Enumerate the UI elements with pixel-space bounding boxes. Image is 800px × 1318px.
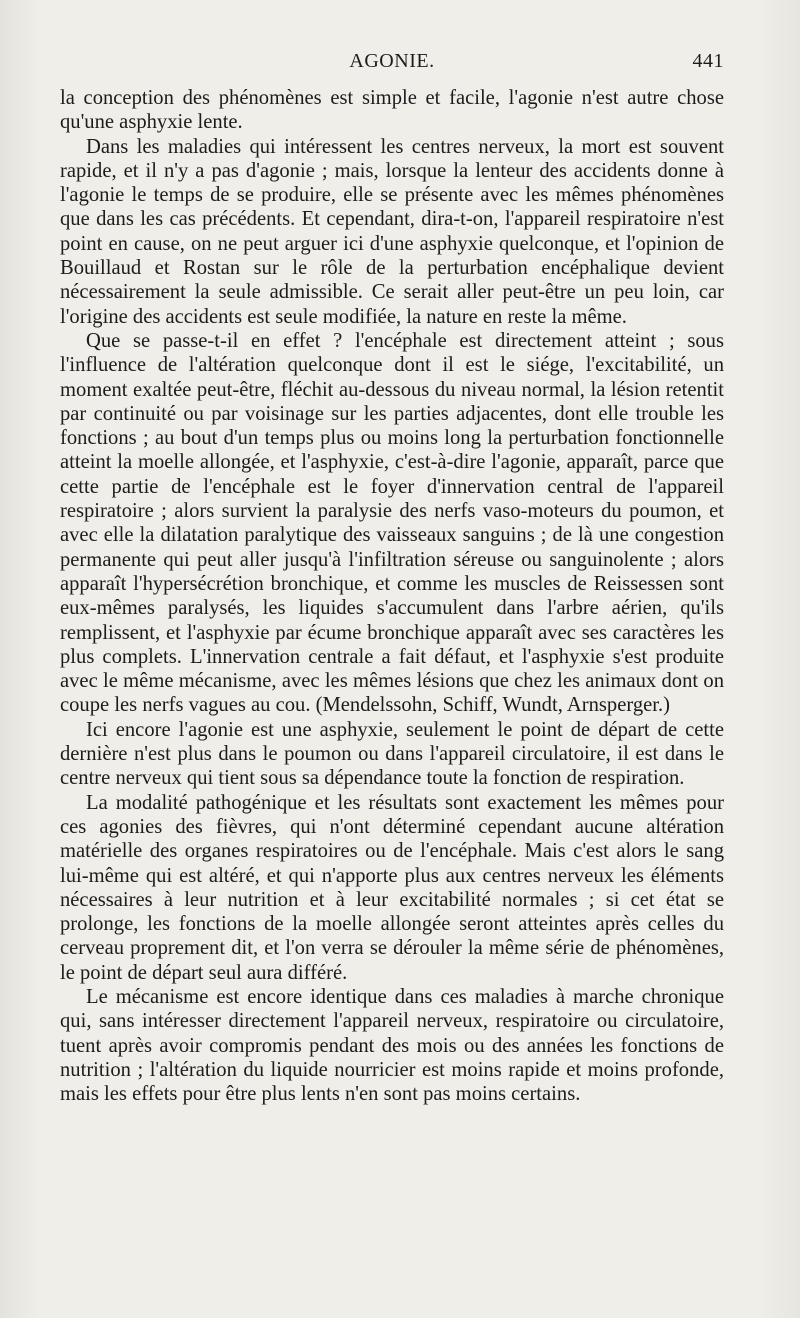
paragraph-3: Que se passe-t-il en effet ? l'encéphale est directement atteint ; sous l'influence de l'altération quelconque dont il est le siége, l'excitabilité, un moment exaltée peut-être, fléchit au-dessous du niveau normal, la lésion retentit par continuité ou par voisinage sur les parties adjacentes, dont elle trouble les fonctions ; au bout d'un temps plus ou moins long la perturbation fonctionnelle atteint la moelle allongée, et l'asphyxie, c'est-à-dire l'agonie, apparaît, parce que cette partie de l'encéphale est le foyer d'innervation central de l'appareil respiratoire ; alors survient la paralysie des nerfs vaso-moteurs du poumon, et avec elle la dilatation paralytique des vaisseaux sanguins ; de là une congestion permanente qui peut aller jusqu'à l'infiltration séreuse ou sanguinolente ; alors apparaît l'hypersécrétion bronchique, et comme les muscles de Reissessen sont eux-mêmes paralysés, les liquides s'accumulent dans l'arbre aérien, qu'ils remplissent, et l'asphyxie par écume bronchique apparaît avec ses caractères les plus complets. L'innervation centrale a fait défaut, et l'asphyxie s'est produite avec le même mécanisme, avec les mêmes lésions que chez les animaux dont on coupe les nerfs vagues au cou. (Mendelssohn, Schiff, Wundt, Arnsperger.) — [60, 329, 724, 717]
paragraph-4: Ici encore l'agonie est une asphyxie, seulement le point de départ de cette dernière n'est plus dans le poumon ou dans l'appareil circulatoire, il est dans le centre nerveux qui tient sous sa dépendance toute la fonction de respiration. — [60, 718, 724, 790]
paragraph-6: Le mécanisme est encore identique dans ces maladies à marche chronique qui, sans intéresser directement l'appareil nerveux, respiratoire ou circulatoire, tuent après avoir compromis pendant des mois ou des années les fonctions de nutrition ; l'altération du liquide nourricier est moins rapide et moins profonde, mais les effets pour être plus lents n'en sont pas moins certains. — [60, 985, 724, 1106]
paragraph-2: Dans les maladies qui intéressent les centres nerveux, la mort est souvent rapide, et il n'y a pas d'agonie ; mais, lorsque la lenteur des accidents donne à l'agonie le temps de se produire, elle se présente avec les mêmes phénomènes que dans les cas précédents. Et cependant, dira-t-on, l'appareil respiratoire n'est point en cause, on ne peut arguer ici d'une asphyxie quelconque, et l'opinion de Bouillaud et Rostan sur le rôle de la perturbation encéphalique devient nécessairement la seule admissible. Ce serait aller peut-être un peu loin, car l'origine des accidents est seule modifiée, la nature en reste la même. — [60, 135, 724, 328]
paragraph-1: la conception des phénomènes est simple et facile, l'agonie n'est autre chose qu'une asphyxie lente. — [60, 87, 724, 134]
running-header — [60, 50, 724, 76]
page-number: 441 — [692, 50, 724, 72]
body-text — [60, 86, 724, 1106]
running-title: AGONIE. — [349, 50, 435, 72]
paragraph-5: La modalité pathogénique et les résultats sont exactement les mêmes pour ces agonies des fièvres, qui n'ont déterminé cependant aucune altération matérielle des organes respiratoires ou de l'encéphale. Mais c'est alors le sang lui-même qui est altéré, et qui n'apporte plus aux centres nerveux les éléments nécessaires à leur nutrition et à leur excitabilité normales ; si cet état se prolonge, les fonctions de la moelle allongée seront atteintes après celles du cerveau proprement dit, et l'on verra se dérouler la même série de phénomènes, le point de départ seul aura différé. — [60, 791, 724, 984]
